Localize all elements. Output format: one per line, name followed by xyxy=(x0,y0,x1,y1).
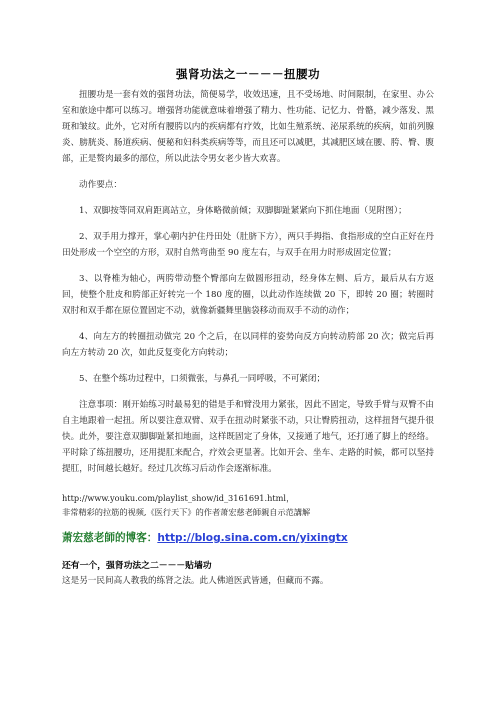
notes-paragraph: 注意事项：刚开始练习时最易犯的错是手和臂没用力紧张，因此不固定，导致手臂与双臀不由自主地跟着一起扭。所以要注意双臂、双手在扭动时紧张不动，只让臀胯扭动，这样扭肾气提升很快。此外，要注意双脚脚趾紧扣地面，这样既固定了身体，又接通了地气，还打通了脚上的经络。平时除了练扭腰功，还用提肛来配合，疗效会更显著。比如开会、坐车、走路的时候，都可以坚持提肛，时间越长越好。经过几次练习后动作会逐渐标准。 xyxy=(62,400,434,474)
video-description: 非常精彩的拉筋的视频,《医行天下》的作者萧宏慈老師親自示范講解 xyxy=(62,507,311,517)
step-2: 2、双手用力撑开，掌心朝内护住丹田处（肚脐下方），两只手拇指、食指形成的空白正好在丹田处形成一个空空的方形，双肘自然弯曲至 90 度左右，与双手在用力时形成固定位置； xyxy=(62,232,434,258)
document-content xyxy=(62,66,434,589)
blog-line xyxy=(62,529,434,547)
video-link-line xyxy=(62,491,434,505)
intro-paragraph: 扭腰功是一套有效的强肾功法，简便易学，收效迅速，且不受场地、时间限制，在家里、办公室和旅途中都可以练习。增强肾功能就意味着增强了精力、性功能、记忆力、骨骼，减少落发、黑斑和皱纹。此外，它对所有腰胯以内的疾病都有疗效，比如生殖系统、泌尿系统的疾病，如前列腺炎、膀胱炎、肠道疾病、便秘和妇科类疾病等等，而且还可以减肥，其减肥区域在腰、胯、臀、腹部，正是赘肉最多的部位，所以此法令男女老少皆大欢喜。 xyxy=(62,90,434,164)
blog-link[interactable]: http://blog.sina.com.cn/yixingtx xyxy=(157,532,348,544)
step-3: 3、以脊椎为轴心，两胯带动整个臀部向左做圆形扭动，经身体左侧、后方，最后从右方返回，使整个肚皮和胯部正好转完一个 180 度的圈，以此动作连续做 20 下，即转 20 圈；转圈时双肘和双手都在原位置固定不动，就像新疆舞里脑袋移动而双手不动的动作； xyxy=(62,274,434,316)
video-link-block xyxy=(62,491,434,519)
video-url-link[interactable]: http://www.youku.com/playlist_show/id_3161691.html xyxy=(62,493,287,503)
next-section-body: 这是另一民间高人教我的练肾之法。此人佛道医武皆通，但藏而不露。 xyxy=(62,576,329,586)
step-4: 4、向左方的转圈扭动做完 20 个之后，在以同样的姿势向反方向转动胯部 20 次；做完后再向左方转动 20 次，如此反复变化方向转动； xyxy=(62,332,434,358)
blog-label: 萧宏慈老師的博客： xyxy=(62,532,158,544)
next-section-title: 还有一个，强肾功法之二－－－贴墙功 xyxy=(62,561,212,571)
step-1: 1、双脚按等同双肩距离站立，身体略微前倾；双脚脚趾紧紧向下抓住地面（见附图）； xyxy=(79,206,407,216)
page-title: 强肾功法之一－－－扭腰功 xyxy=(176,67,320,81)
video-url-suffix: ， xyxy=(286,493,295,503)
step-5: 5、在整个练功过程中，口须微张，与鼻孔一同呼吸，不可紧闭； xyxy=(79,374,326,384)
steps-heading: 动作要点： xyxy=(79,180,122,190)
